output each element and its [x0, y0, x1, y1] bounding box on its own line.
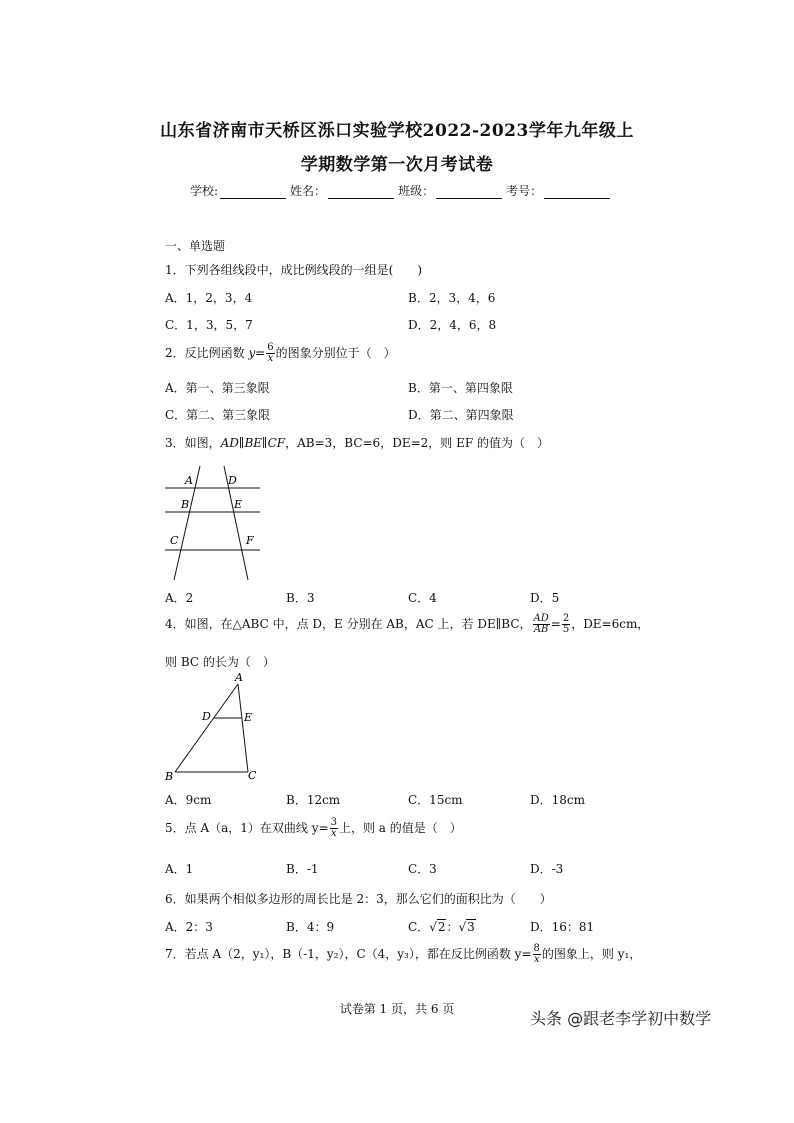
- q6-option-b: B．4：9: [286, 920, 335, 934]
- q4-option-a: A．9cm: [165, 793, 212, 807]
- q6-option-a: A．2：3: [165, 920, 213, 934]
- q2-numerator: 6: [267, 342, 274, 353]
- q7-denominator: x: [533, 954, 540, 965]
- name-blank[interactable]: [328, 186, 394, 199]
- q3-label-a: A: [185, 474, 193, 487]
- q5-stem: [165, 818, 462, 839]
- q4-stem: [165, 614, 649, 635]
- exam-number-blank[interactable]: [544, 186, 610, 199]
- q2-option-d: D．第二、第四象限: [408, 408, 514, 422]
- q4-stem-line2: 则 BC 的长为（ ）: [165, 655, 275, 669]
- q2-stem-post: 的图象分别位于（ ）: [275, 346, 396, 360]
- q1-option-b: B．2，3，4，6: [408, 291, 496, 305]
- q2-denominator: x: [267, 353, 274, 364]
- q6-stem: 6．如果两个相似多边形的周长比是 2：3，那么它们的面积比为（ ）: [165, 892, 552, 906]
- q4-option-b: B．12cm: [286, 793, 341, 807]
- q4-side-ab: [175, 684, 238, 772]
- watermark: 头条 @跟老李学初中数学: [530, 1009, 712, 1028]
- q2-stem: [165, 343, 396, 364]
- q7-stem-post: 的图象上，则 y₁，: [541, 947, 642, 961]
- q3-label-e: E: [234, 498, 243, 511]
- q4-eq: =: [550, 617, 561, 631]
- q4-triangle-figure: [160, 672, 270, 784]
- section-heading: 一、单选题: [165, 239, 226, 253]
- q4-label-a: A: [235, 672, 243, 684]
- q3-label-c: C: [170, 534, 179, 547]
- q5-option-a: A．1: [165, 862, 194, 876]
- q5-option-c: C．3: [408, 862, 437, 876]
- q5-stem-pre: 5．点 A（a，1）在双曲线 y=: [165, 821, 329, 835]
- q2-option-b: B．第一、第四象限: [408, 381, 513, 395]
- school-label: 学校:: [190, 184, 219, 198]
- student-info-row: [190, 182, 614, 199]
- q1-option-a: A．1，2，3，4: [165, 291, 253, 305]
- q4-fraction-ad-ab: [533, 614, 550, 635]
- q4-numerator-2: 2: [562, 613, 570, 624]
- q3-stem-math: AD∥BE∥CF: [220, 436, 286, 450]
- name-label: 姓名：: [290, 184, 327, 198]
- q6-option-c-prefix: C．: [408, 920, 430, 934]
- q6-option-c: [408, 918, 476, 935]
- q4-label-e: E: [244, 711, 253, 724]
- q3-stem-pre: 3．如图，: [165, 436, 221, 450]
- q7-fraction: [533, 944, 541, 965]
- q7-stem-pre: 7．若点 A（2，y₁），B（-1，y₂），C（4，y₃），都在反比例函数 y=: [165, 947, 532, 961]
- q4-denominator-ab: AB: [533, 624, 549, 635]
- sqrt-symbol: √: [429, 920, 437, 934]
- exam-number-label: 考号：: [506, 184, 543, 198]
- q3-label-f: F: [246, 534, 254, 547]
- q4-label-c: C: [248, 769, 257, 782]
- q4-side-ac: [238, 684, 248, 772]
- q3-parallel-lines-figure: [160, 462, 270, 580]
- q6-option-c-radicand-2: 3: [467, 920, 475, 934]
- q4-stem-post: ，DE=6cm，: [571, 617, 650, 631]
- q2-var: y: [248, 346, 256, 360]
- q7-numerator: 8: [533, 943, 540, 954]
- q4-stem-pre: 4．如图，在△ABC 中，点 D，E 分别在 AB，AC 上，若 DE∥BC，: [165, 617, 532, 631]
- class-blank[interactable]: [436, 186, 502, 199]
- q4-denominator-5: 5: [562, 624, 570, 635]
- q3-option-c: C．4: [408, 591, 437, 605]
- q2-option-c: C．第二、第三象限: [165, 408, 271, 422]
- q6-option-d: D．16：81: [530, 920, 595, 934]
- class-field: [398, 182, 502, 199]
- q5-fraction: [330, 818, 338, 839]
- q2-fraction: [266, 343, 274, 364]
- q6-option-c-radicand-1: 2: [437, 920, 446, 934]
- sqrt-symbol: √: [458, 920, 467, 934]
- q1-stem: 1．下列各组线段中，成比例线段的一组是( ): [165, 263, 422, 277]
- q3-label-d: D: [228, 474, 237, 487]
- q4-label-b: B: [165, 770, 174, 783]
- q2-eq: =: [255, 346, 266, 360]
- q4-fraction-two-fifths: [562, 614, 570, 635]
- q6-option-c-colon: ：: [446, 920, 459, 934]
- exam-title-line2: 学期数学第一次月考试卷: [300, 155, 494, 175]
- q1-option-c: C．1，3，5，7: [165, 318, 253, 332]
- q3-stem: [165, 434, 549, 451]
- q3-stem-rest: ，AB=3，BC=6，DE=2，则 EF 的值为（ ）: [285, 436, 549, 450]
- q5-denominator: x: [330, 828, 337, 839]
- school-field: [190, 182, 286, 199]
- q3-option-b: B．3: [286, 591, 315, 605]
- q4-option-c: C．15cm: [408, 793, 463, 807]
- q1-option-d: D．2，4，6，8: [408, 318, 497, 332]
- q3-option-a: A．2: [165, 591, 194, 605]
- q4-option-d: D．18cm: [530, 793, 585, 807]
- q5-numerator: 3: [330, 817, 337, 828]
- q2-stem-pre: 2．反比例函数: [165, 346, 249, 360]
- exam-title-line1: 山东省济南市天桥区泺口实验学校2022-2023学年九年级上: [160, 121, 634, 141]
- page-footer: 试卷第 1 页，共 6 页: [339, 1002, 455, 1016]
- class-label: 班级：: [398, 184, 435, 198]
- exam-number-field: [506, 182, 610, 199]
- name-field: [290, 182, 394, 199]
- q3-option-d: D．5: [530, 591, 560, 605]
- q3-label-b: B: [181, 498, 190, 511]
- q5-option-b: B．-1: [286, 862, 319, 876]
- q4-label-d: D: [202, 710, 211, 723]
- q5-option-d: D．-3: [530, 862, 564, 876]
- q2-option-a: A．第一、第三象限: [165, 381, 270, 395]
- q7-stem: [165, 944, 641, 965]
- school-blank[interactable]: [220, 186, 286, 199]
- q5-stem-post: 上，则 a 的值是（ ）: [338, 821, 462, 835]
- q4-numerator-ad: AD: [533, 613, 549, 624]
